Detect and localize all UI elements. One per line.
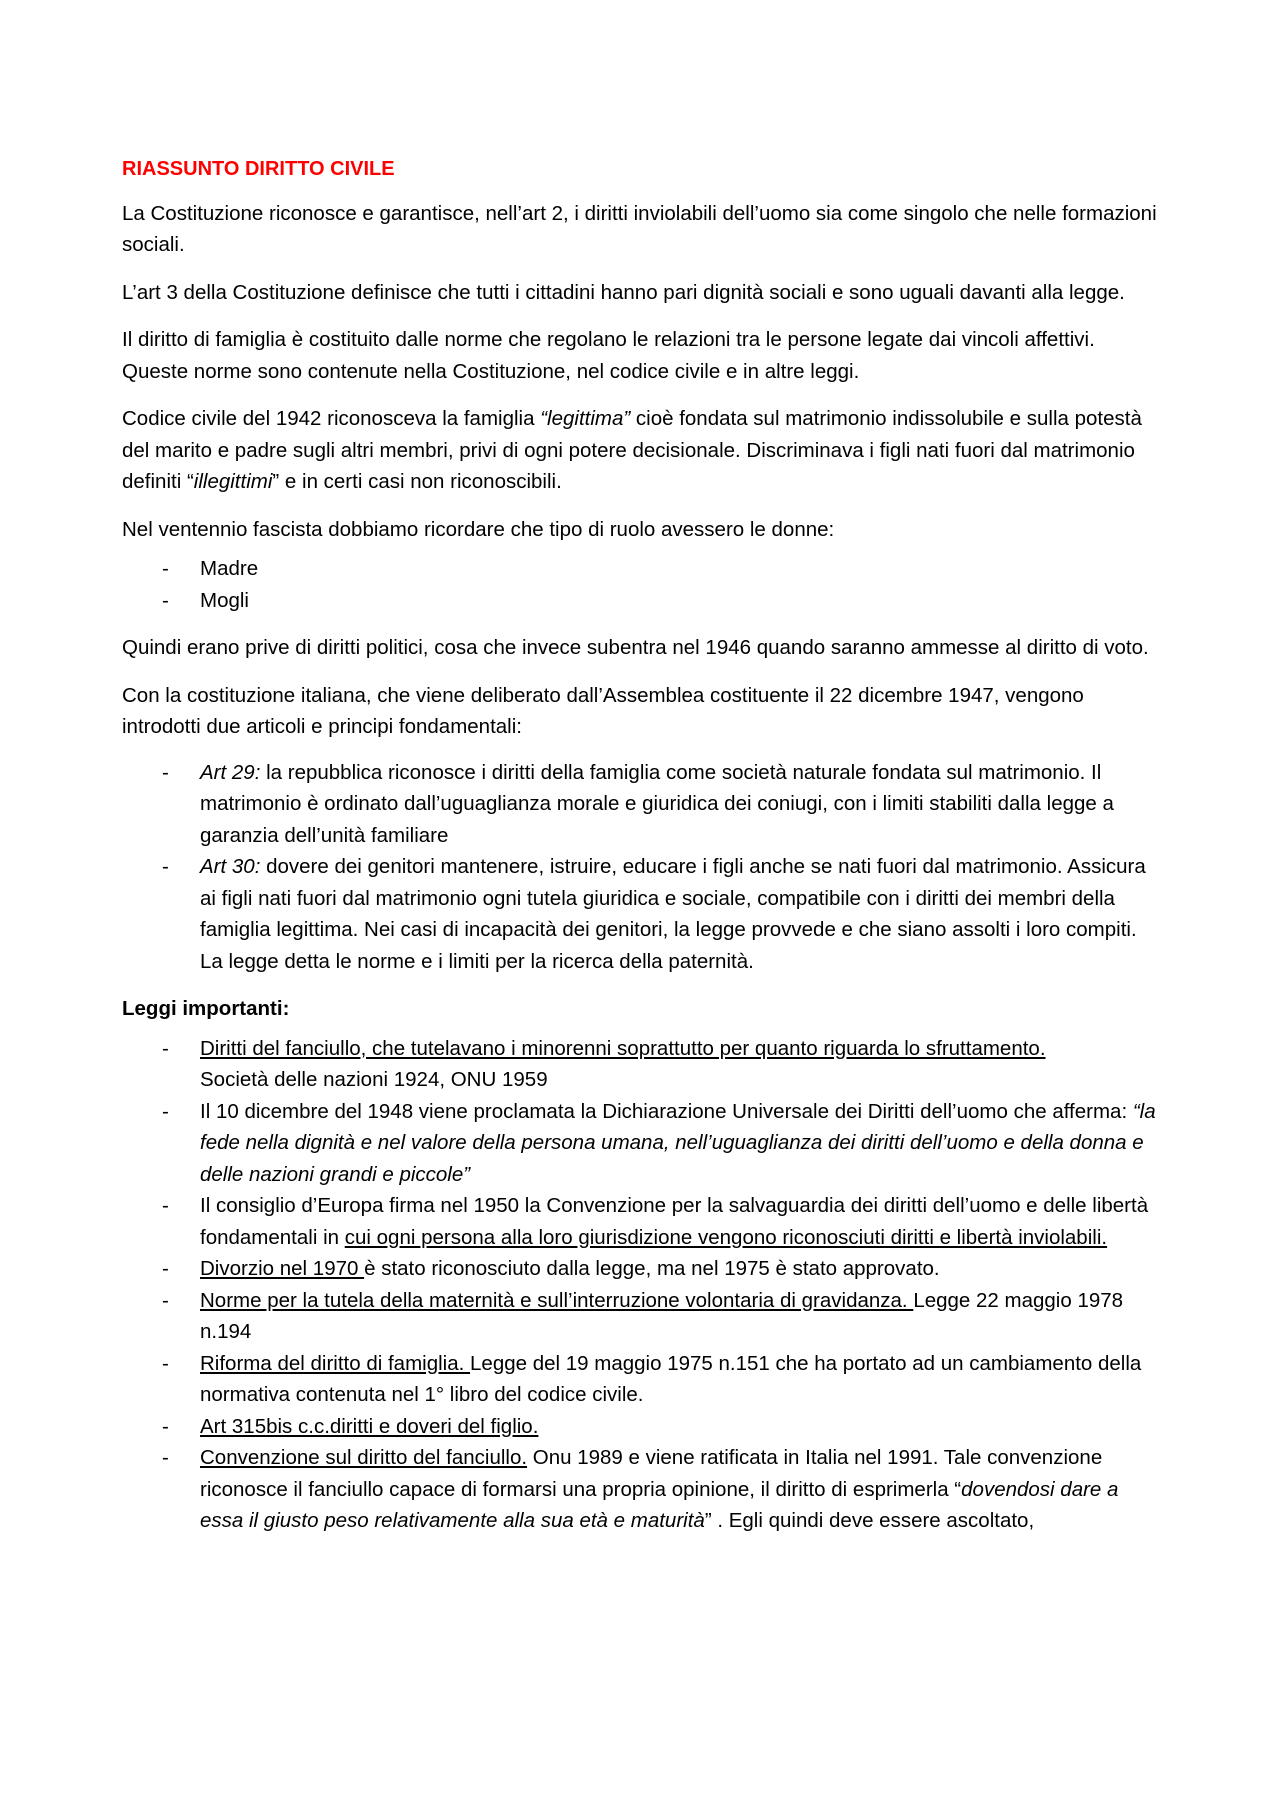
text: Il consiglio d’Europa firma nel 1950 la Convenzione per la salvaguardia dei diritti dell’uomo e delle libertà fondamentali in (200, 1194, 1149, 1249)
text: Il 10 dicembre del 1948 viene proclamata la Dichiarazione Universale dei Diritti dell’uomo che afferma: (200, 1099, 1133, 1123)
paragraph-art2: La Costituzione riconosce e garantisce, nell’art 2, i diritti inviolabili dell’uomo sia come singolo che nelle formazioni sociali. (122, 201, 1157, 256)
underlined-text: Convenzione sul diritto del fanciullo. (200, 1446, 528, 1469)
quote-text: dovendosi dare a essa il giusto peso relativamente alla sua età e maturità (200, 1477, 1119, 1532)
art30-label: Art 30: (200, 855, 261, 878)
paragraph-civil-code-1942 (122, 403, 1160, 498)
document-title: RIASSUNTO DIRITTO CIVILE (122, 158, 395, 180)
quote-text: “la fede nella dignità e nel valore della persona umana, nell’uguaglianza dei diritti dell’uomo e della donna e delle nazioni grandi e piccole” (200, 1099, 1156, 1186)
underlined-text: Norme per la tutela della maternità e sull’interruzione volontaria di gravidanza. (200, 1288, 914, 1312)
list-item (122, 1285, 1160, 1348)
underlined-text: Diritti del fanciullo, che tutelavano i minorenni soprattutto per quanto riguarda lo sfruttamento. (200, 1036, 1046, 1060)
art29-label: Art 29: (200, 760, 261, 784)
paragraph-fascism: Nel ventennio fascista dobbiamo ricordare che tipo di ruolo avessero le donne: (122, 517, 835, 541)
list-item (122, 1096, 1160, 1191)
laws-list (122, 1033, 1160, 1537)
text: cioè fondata sul matrimonio indissolubile e sulla potestà del marito e padre sugli altri membri, privi di ogni potere decisionale. Discriminava i figli nati fuori dal matrimonio definiti “ (122, 407, 1142, 493)
text: Legge 22 maggio 1978 n.194 (200, 1288, 1124, 1343)
roles-list (122, 553, 1160, 616)
text: ” e in certi casi non riconoscibili. (272, 470, 562, 493)
list-item: - Madre (122, 553, 1160, 585)
list-item (122, 1253, 1160, 1285)
art29-text: la repubblica riconosce i diritti della famiglia come società naturale fondata sul matrimonio. Il matrimonio è ordinato dall’uguaglianza morale e giuridica dei coniugi, con i limiti stabiliti dalla legge a garanzia dell’unità familiare (200, 760, 1114, 847)
text: ” . Egli quindi deve essere ascoltato, (704, 1509, 1035, 1532)
text: Onu 1989 e viene ratificata in Italia nel 1991. Tale convenzione riconosce il fanciullo capace di formarsi una propria opinione, il diritto di esprimerla “ (200, 1446, 1103, 1501)
list-item: - Mogli (122, 585, 1160, 617)
underlined-text: cui ogni persona alla loro giurisdizione vengono riconosciuti diritti e libertà inviolabili. (344, 1225, 1108, 1249)
articles-list (122, 757, 1160, 978)
paragraph-family-law: Il diritto di famiglia è costituito dalle norme che regolano le relazioni tra le persone legate dai vincoli affettivi. Queste norme sono contenute nella Costituzione, nel codice civile e in altre leggi. (122, 328, 1095, 383)
art30-text: dovere dei genitori mantenere, istruire, educare i figli anche se nati fuori dal matrimonio. Assicura ai figli nati fuori dal matrimonio ogni tutela giuridica e sociale, compatibile con i diritti dei membri della famiglia legittima. Nei casi di incapacità dei genitori, la legge provvede e che siano assolti i loro compiti. La legge detta le norme e i limiti per la ricerca della paternità. (200, 855, 1146, 973)
list-item (122, 1348, 1160, 1411)
paragraph-vote: Quindi erano prive di diritti politici, cosa che invece subentra nel 1946 quando saranno ammesse al diritto di voto. (122, 636, 1149, 659)
paragraph-constitution: Con la costituzione italiana, che viene deliberato dall’Assemblea costituente il 22 dicembre 1947, vengono introdotti due articoli e principi fondamentali: (122, 683, 1084, 738)
paragraph-art3: L’art 3 della Costituzione definisce che tutti i cittadini hanno pari dignità sociali e sono uguali davanti alla legge. (122, 280, 1125, 304)
text: Società delle nazioni 1924, ONU 1959 (200, 1068, 548, 1091)
list-item (122, 1190, 1160, 1253)
list-item (122, 1033, 1160, 1096)
text: Codice civile del 1942 riconosceva la famiglia (122, 407, 541, 430)
underlined-text: Art 315bis c.c.diritti e doveri del figlio. (200, 1414, 539, 1438)
list-item (122, 1442, 1160, 1537)
list-item (122, 1411, 1160, 1443)
list-item-art29 (122, 757, 1160, 852)
italic-illegittimi: illegittimi (193, 470, 273, 493)
list-item-art30 (122, 851, 1160, 977)
underlined-text: Riforma del diritto di famiglia. (200, 1351, 471, 1375)
laws-heading: Leggi importanti: (122, 997, 290, 1020)
text: è stato riconosciuto dalla legge, ma nel 1975 è stato approvato. (364, 1257, 940, 1280)
italic-legittima: “legittima” (540, 407, 631, 430)
text: Legge del 19 maggio 1975 n.151 che ha portato ad un cambiamento della normativa contenuta nel 1° libro del codice civile. (200, 1351, 1142, 1406)
underlined-text: Divorzio nel 1970 (200, 1257, 365, 1280)
